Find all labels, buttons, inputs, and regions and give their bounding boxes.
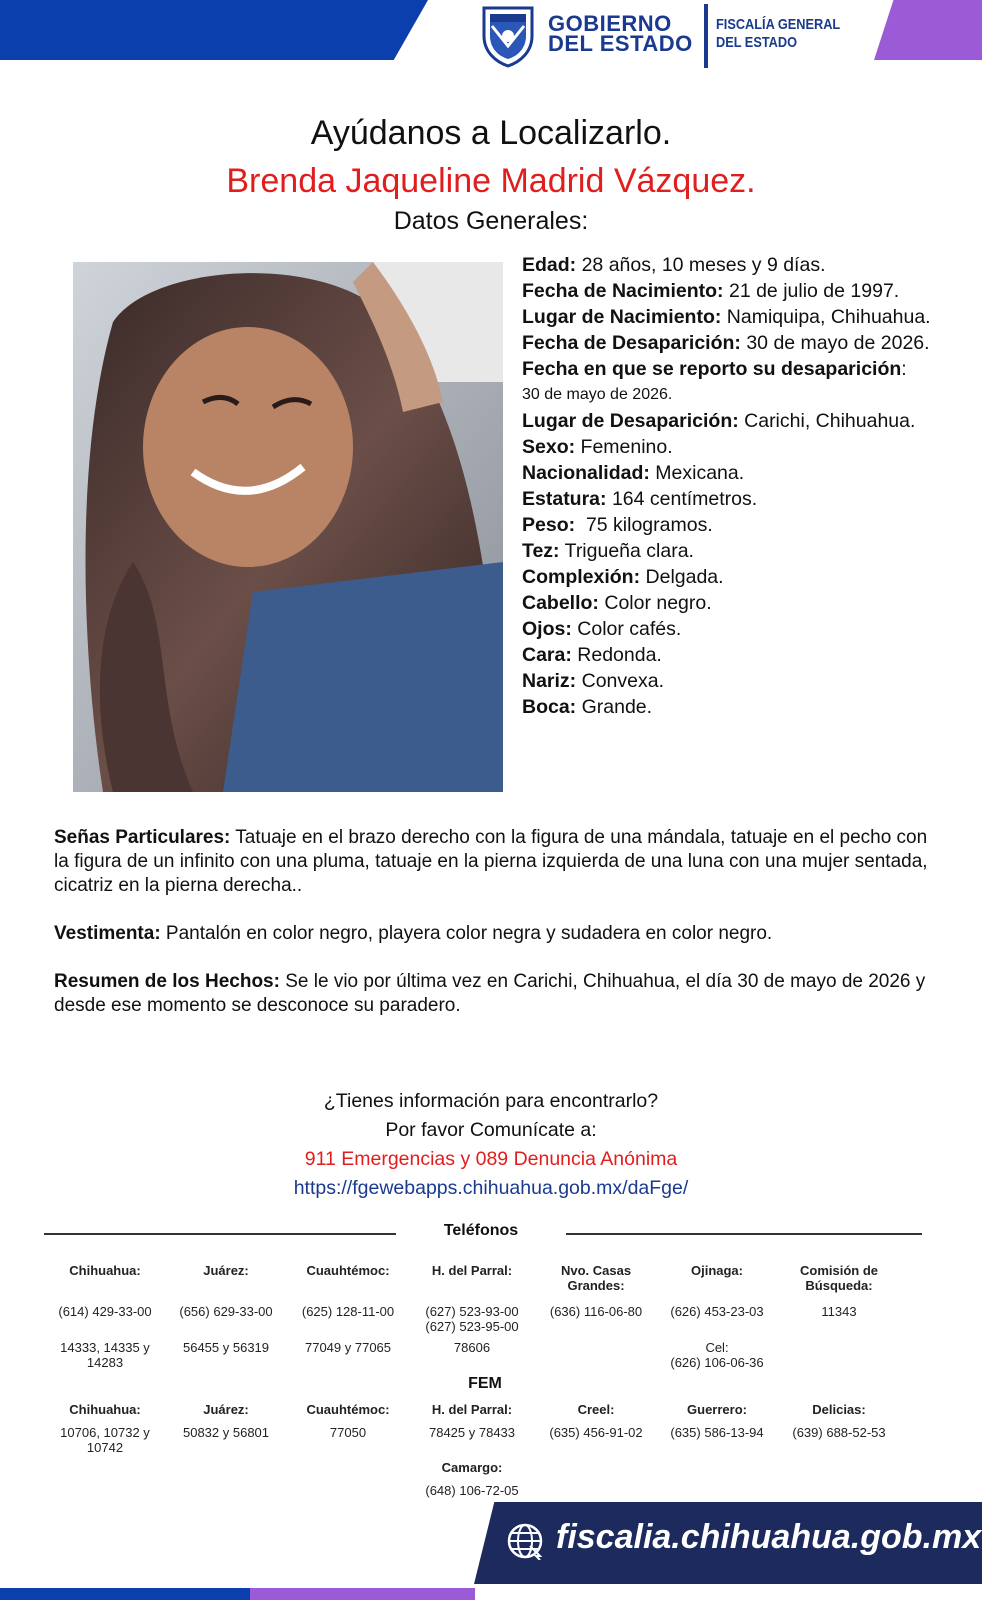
tel-ext: Cel: (626) 106-06-36 (670, 1340, 764, 1370)
tel-phone: (636) 116-06-80 (549, 1304, 643, 1319)
field-peso: Peso: 75 kilogramos. (522, 514, 713, 536)
field-nariz: Nariz: Convexa. (522, 670, 664, 692)
fem-phone: (639) 688-52-53 (792, 1425, 886, 1440)
fem-phone: 77050 (329, 1425, 367, 1440)
tel-ext: 77049 y 77065 (304, 1340, 392, 1355)
report-link[interactable]: https://fgewebapps.chihuahua.gob.mx/daFge/ (293, 1177, 689, 1199)
tel-city: Cuauhtémoc: (306, 1263, 390, 1278)
vestimenta: Vestimenta: Pantalón en color negro, playera color negra y sudadera en color negro. (54, 923, 773, 944)
tel-phone: (614) 429-33-00 (58, 1304, 152, 1319)
fem-city: Creel: (577, 1402, 615, 1417)
state-shield-icon (478, 2, 538, 68)
tel-phone: (625) 128-11-00 (301, 1304, 395, 1319)
fem-city: H. del Parral: (431, 1402, 513, 1417)
datos-generales-list (522, 252, 962, 720)
field-lugar-nacimiento: Lugar de Nacimiento: Namiquipa, Chihuahua. (522, 306, 931, 328)
tel-city: H. del Parral: (431, 1263, 513, 1278)
section-subtitle: Datos Generales: (393, 207, 589, 235)
fem-city: Cuauhtémoc: (306, 1402, 390, 1417)
field-boca: Boca: Grande. (522, 696, 653, 718)
field-cara: Cara: Redonda. (522, 644, 662, 666)
tel-ext: 56455 y 56319 (182, 1340, 270, 1355)
tel-city: Nvo. Casas Grandes: (560, 1263, 632, 1293)
field-fecha-desaparicion: Fecha de Desaparición: 30 de mayo de 2026. (522, 332, 930, 354)
footer-url[interactable]: fiscalia.chihuahua.gob.mx (556, 1518, 982, 1556)
fem-title: FEM (468, 1375, 502, 1392)
field-fecha-reporte: Fecha en que se reporto su desaparición: (522, 358, 907, 380)
field-fecha-reporte-value: 30 de mayo de 2026. (522, 386, 673, 403)
fem-city: Juárez: (203, 1402, 249, 1417)
header-blue-band (0, 0, 428, 60)
field-cabello: Cabello: Color negro. (522, 592, 712, 614)
person-name: Brenda Jaqueline Madrid Vázquez. (226, 162, 756, 200)
fem-city: Guerrero: (687, 1402, 747, 1417)
field-nacionalidad: Nacionalidad: Mexicana. (522, 462, 745, 484)
tel-phone: (656) 629-33-00 (179, 1304, 273, 1319)
fem-phone: 10706, 10732 y 10742 (60, 1425, 150, 1455)
page-title: Ayúdanos a Localizarlo. (310, 114, 672, 152)
field-tez: Tez: Trigueña clara. (522, 540, 694, 562)
tel-city: Juárez: (203, 1263, 249, 1278)
fem-phone: 78425 y 78433 (428, 1425, 516, 1440)
header-purple-band (874, 0, 982, 60)
contact-prompt: Por favor Comunícate a: (385, 1119, 597, 1141)
gobierno-wordmark: GOBIERNO DEL ESTADO (548, 11, 693, 56)
field-sexo: Sexo: Femenino. (522, 436, 673, 458)
fiscalia-wordmark: FISCALÍA GENERAL DEL ESTADO (716, 16, 841, 51)
camargo-phone: (648) 106-72-05 (425, 1483, 519, 1498)
emergency-numbers: 911 Emergencias y 089 Denuncia Anónima (304, 1148, 678, 1170)
divider-right (566, 1233, 922, 1235)
tel-city: Ojinaga: (690, 1263, 743, 1278)
fem-city: Delicias: (812, 1402, 866, 1417)
divider-left (44, 1233, 396, 1235)
footer-blue-bar (0, 1588, 250, 1600)
tel-phone: (627) 523-93-00 (627) 523-95-00 (425, 1304, 519, 1334)
field-lugar-desaparicion: Lugar de Desaparición: Carichi, Chihuahua. (522, 410, 916, 432)
fem-phone: 50832 y 56801 (182, 1425, 270, 1440)
tel-city: Chihuahua: (69, 1263, 141, 1278)
senas-particulares: Señas Particulares: Tatuaje en el brazo derecho con la figura de una mándala, tatuaje en el pecho con la figura de un infinito con una pluma, tatuaje en la pierna izquierda de una luna con una mujer sentada, cicatriz en la pierna derecha.. (54, 827, 928, 896)
tel-ext: 78606 (453, 1340, 491, 1355)
contact-question: ¿Tienes información para encontrarlo? (323, 1090, 659, 1112)
header-separator (704, 4, 708, 68)
camargo-city: Camargo: (441, 1460, 503, 1475)
field-fecha-nacimiento: Fecha de Nacimiento: 21 de julio de 1997. (522, 280, 900, 302)
telefonos-title: Teléfonos (443, 1222, 519, 1239)
fem-phone: (635) 586-13-94 (670, 1425, 764, 1440)
fem-city: Chihuahua: (69, 1402, 141, 1417)
footer-purple-bar (250, 1588, 475, 1600)
tel-phone: (626) 453-23-03 (670, 1304, 764, 1319)
field-ojos: Ojos: Color cafés. (522, 618, 682, 640)
resumen-hechos: Resumen de los Hechos: Se le vio por última vez en Carichi, Chihuahua, el día 30 de mayo de 2026 y desde ese momento se desconoce su paradero. (54, 971, 926, 1016)
tel-ext: 14333, 14335 y 14283 (60, 1340, 150, 1370)
tel-phone: 11343 (821, 1304, 857, 1319)
field-complexion: Complexión: Delgada. (522, 566, 724, 588)
tel-city: Comisión de Búsqueda: (799, 1263, 878, 1293)
fem-phone: (635) 456-91-02 (549, 1425, 643, 1440)
missing-person-photo (73, 262, 503, 792)
field-edad: Edad: 28 años, 10 meses y 9 días. (522, 254, 826, 276)
globe-icon (506, 1522, 544, 1560)
field-estatura: Estatura: 164 centímetros. (522, 488, 758, 510)
